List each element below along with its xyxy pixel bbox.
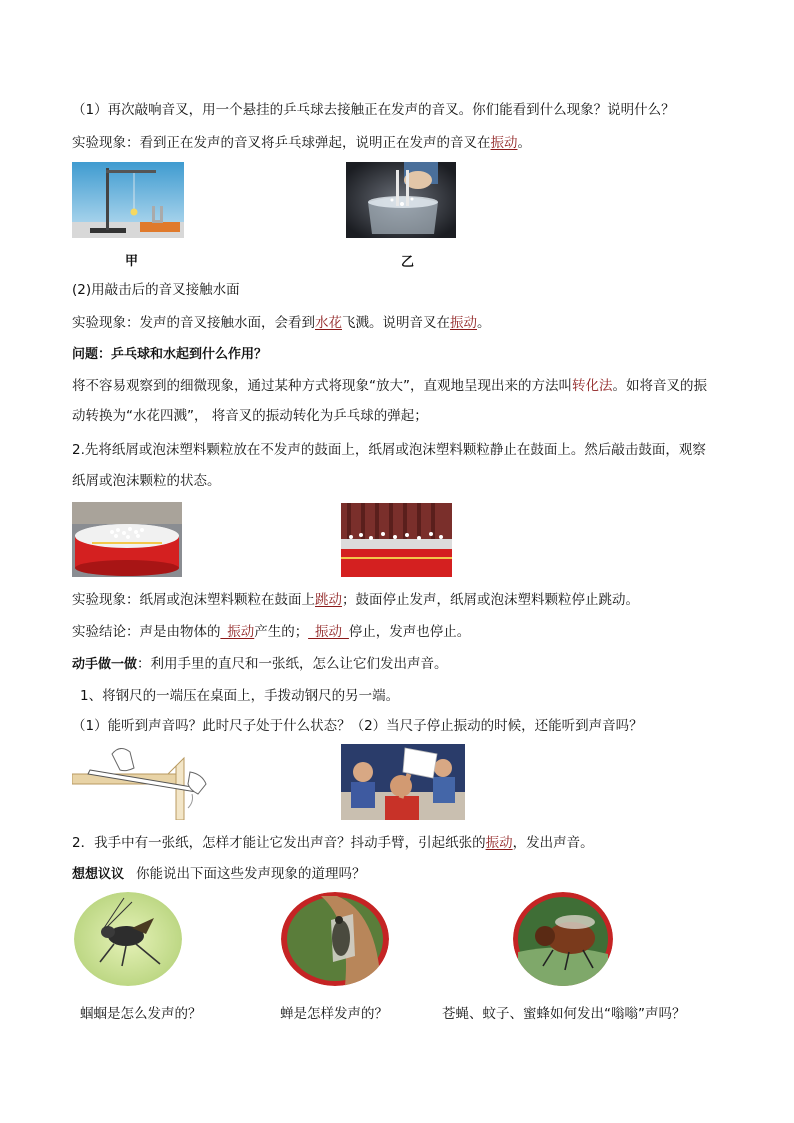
observation-2 [72,313,732,333]
conclusion-end: 停止，发声也停止。 [348,624,471,640]
explanation-line-1 [72,376,732,396]
obs2-answer-1: 水花 [315,315,342,331]
fly-question: 苍蝇、蚊子、蜜蜂如何发出“嗡嗡”声吗？ [442,1006,686,1022]
explain-end: 。如将音叉的振 [612,378,707,394]
hands-on-title: 动手做一做 [72,657,138,672]
think-discuss-text: 你能说出下面这些发声现象的道理吗？ [136,866,366,882]
drum-obs-text: 实验现象：纸屑或泡沫塑料颗粒在鼓面上 [72,592,315,608]
paper-step-end: ，发出声音。 [512,835,594,851]
conclusion [72,622,732,642]
conclusion-text: 实验结论：声是由物体的 [72,624,221,640]
caption-yi: 乙 [401,255,415,270]
ruler-questions: （1）能听到声音吗？此时尺子处于什么状态？（2）当尺子停止振动的时候，还能听到声音吗？ [72,718,643,734]
drum-experiment-line-2: 纸屑或泡沫颗粒的状态。 [72,473,221,489]
paper-step-2 [72,833,732,853]
question-role: 问题：乒乓球和水起到什么作用？ [72,347,268,362]
obs1-end: 。 [517,135,531,151]
drum-observation [72,590,732,610]
hands-on-text: ：利用手里的直尺和一张纸，怎么让它们发出声音。 [137,656,448,672]
caption-jia: 甲 [125,254,139,269]
paper-step-answer: 振动 [485,835,513,851]
explanation-line-2: 动转换为“水花四溅”， 将音叉的振动转化为乒乓球的弹起； [72,408,428,424]
obs1-answer: 振动 [490,135,518,151]
think-discuss-title: 想想议议 [72,867,125,882]
tuning-fork-water-image [346,162,456,238]
tuning-fork-pingpong-image [72,162,184,238]
obs2-end: 。 [477,315,491,331]
question-1: （1）再次敲响音叉，用一个悬挂的乒乓球去接触正在发声的音叉。你们能看到什么现象？说明什么？ [72,102,675,118]
explain-text: 将不容易观察到的细微现象，通过某种方式将现象“放大”，直观地呈现出来的方法叫 [72,378,572,394]
obs2-text: 实验现象：发声的音叉接触水面，会看到 [72,315,315,331]
observation-1 [72,133,732,153]
conclusion-answer-1: _振动 [220,624,255,640]
ruler-step-1: 1、将钢尺的一端压在桌面上，手拨动钢尺的另一端。 [80,688,400,704]
conclusion-answer-2: _振动_ [308,624,349,640]
drum-obs-end: ；鼓面停止发声，纸屑或泡沫塑料颗粒停止跳动。 [342,592,639,608]
conclusion-mid: 产生的； [254,624,309,640]
question-2: (2)用敲击后的音叉接触水面 [72,282,240,298]
obs2-mid: 飞溅。说明音叉在 [342,315,450,331]
drum-jumping-foam-image [341,503,452,577]
obs2-answer-2: 振动 [450,315,477,331]
drum-foam-image [72,502,182,577]
cricket-image [74,892,182,986]
paper-step-text: 2．我手中有一张纸，怎样才能让它发出声音？抖动手臂，引起纸张的 [72,835,486,851]
drum-obs-answer: 跳动 [315,592,342,608]
paper-shaking-image [341,744,465,820]
drum-experiment-line-1: 2.先将纸屑或泡沫塑料颗粒放在不发声的鼓面上，纸屑或泡沫塑料颗粒静止在鼓面上。然后敲击鼓面，观察 [72,442,706,458]
think-discuss-heading [72,864,732,885]
explain-answer: 转化法 [572,378,613,394]
fly-image [513,892,613,986]
hands-on-heading [72,654,732,675]
ruler-on-desk-image [72,744,210,820]
cicada-question: 蝉是怎样发声的？ [280,1006,388,1022]
obs1-text: 实验现象：看到正在发声的音叉将乒乓球弹起，说明正在发声的音叉在 [72,135,491,151]
cricket-question: 蝈蝈是怎么发声的？ [80,1006,202,1022]
cicada-image [281,892,389,986]
